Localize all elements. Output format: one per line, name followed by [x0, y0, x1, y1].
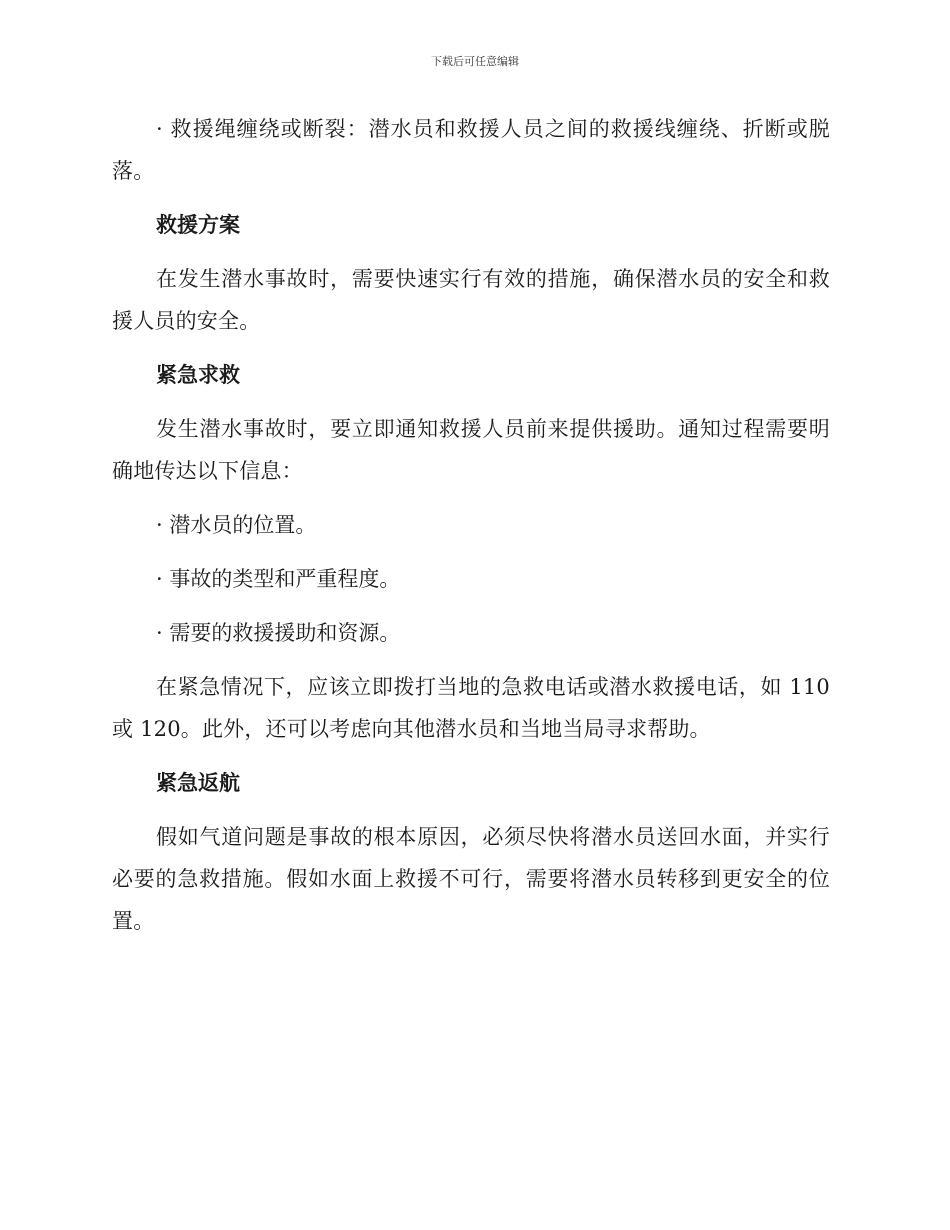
paragraph-emergency-return: 假如气道问题是事故的根本原因，必须尽快将潜水员送回水面，并实行必要的急救措施。假如水面上救援不可行，需要将潜水员转移到更安全的位置。 — [112, 825, 830, 933]
paragraph-emergency-numbers: 在紧急情况下，应该立即拨打当地的急救电话或潜水救援电话，如 110 或 120。此外，还可以考虑向其他潜水员和当地当局寻求帮助。 — [112, 675, 830, 741]
list-item: · 事故的类型和严重程度。 — [156, 567, 401, 591]
heading-emergency-call: 紧急求救 — [156, 363, 240, 387]
paragraph-rescue-plan: 在发生潜水事故时，需要快速实行有效的措施，确保潜水员的安全和救援人员的安全。 — [112, 267, 830, 333]
heading-emergency-return: 紧急返航 — [156, 771, 240, 795]
list-item: · 需要的救援援助和资源。 — [156, 621, 401, 645]
list-item: · 潜水员的位置。 — [156, 513, 317, 537]
paragraph-emergency-call: 发生潜水事故时，要立即通知救援人员前来提供援助。通知过程需要明确地传达以下信息： — [112, 417, 830, 483]
page-header: 下载后可任意编辑 — [431, 55, 519, 68]
heading-rescue-plan: 救援方案 — [156, 213, 240, 237]
document-body — [112, 108, 830, 954]
paragraph-rope-entanglement: · 救援绳缠绕或断裂：潜水员和救援人员之间的救援线缠绕、折断或脱落。 — [112, 117, 830, 183]
